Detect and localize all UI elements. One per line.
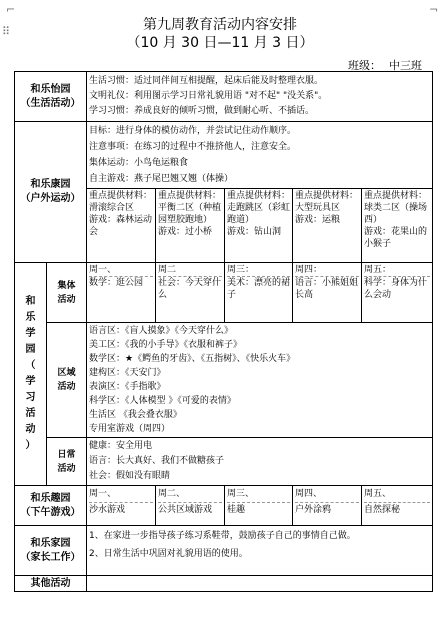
life-label: 和乐怡园 （生活活动） <box>15 72 87 122</box>
other-content[interactable] <box>87 576 433 592</box>
daily-activity-label: 日常 活动 <box>47 438 87 486</box>
area-line: 专用室游戏（周四） <box>89 424 171 434</box>
area-line: 语言区：《盲人摸象》《今天穿什么》 <box>89 326 234 336</box>
class-label: 班级： <box>348 59 381 72</box>
interest-day-cell: 周三、 桂趣 <box>225 486 293 526</box>
row-other <box>15 576 433 592</box>
daily-line: 社会：假如没有眼睛 <box>89 471 171 481</box>
outdoor-line: 目标：进行身体的模仿动作，并尝试记住动作顺序。 <box>89 126 297 136</box>
group-day-cell: 周五： 科学：身体为什么会动 <box>362 263 433 323</box>
outdoor-cell: 重点提供材料：球类二区（操场西） 游戏：花果山的小猴子 <box>362 189 433 263</box>
interest-day-cell: 周四、 户外涂鸦 <box>293 486 362 526</box>
date-range: （10 月 30 日—11 月 3 日） <box>126 35 314 51</box>
area-line: 表演区：《手指歌》 <box>89 382 166 392</box>
row-learning-group <box>15 263 433 323</box>
group-day-cell: 周一、 数学：逛公园 <box>87 263 156 323</box>
area-line: 美工区：《我的小手导》《衣服和裤子》 <box>89 340 243 350</box>
schedule-table <box>14 71 433 592</box>
family-content <box>87 526 433 576</box>
class-value: 中三班 <box>389 59 422 72</box>
outdoor-cell: 重点提供材料：大型玩具区 游戏：运粮 <box>293 189 362 263</box>
family-label: 和乐家园 （家长工作） <box>15 526 87 576</box>
learning-label: 和 乐 学 园 （ 学 习 活 动 ） <box>15 263 47 486</box>
outdoor-line: 集体运动：小鸟龟运粮食 <box>89 158 189 168</box>
area-line: 建构区：《天安门》 <box>89 368 166 378</box>
interest-day-cell: 周五、 自然探秘 <box>362 486 433 526</box>
outdoor-label: 和乐康园 （户外运动） <box>15 122 87 263</box>
page-corner-mark-right: ¬ <box>429 3 439 16</box>
area-activity-label: 区域 活动 <box>47 323 87 438</box>
document-title: 第九周教育活动内容安排 <box>143 17 297 33</box>
row-learning-daily <box>15 438 433 486</box>
interest-day-cell: 周二、 公共区域游戏 <box>156 486 225 526</box>
group-day-cell: 周二 社会：今天穿什么 <box>156 263 225 323</box>
outdoor-cell: 重点提供材料：走跑跳区（彩虹跑道） 游戏：钻山洞 <box>225 189 293 263</box>
group-day-cell: 周三： 美术：漂亮的裙子 <box>225 263 293 323</box>
family-line: 2、日常生活中巩固对礼貌用语的使用。 <box>89 549 248 559</box>
life-line: 文明礼仪：利用图示学习日常礼貌用语 "对不起" "没关系"。 <box>89 91 328 101</box>
page-corner-mark-left-drag[interactable]: ⠿ <box>2 25 11 38</box>
row-outdoor <box>15 122 433 189</box>
daily-content <box>87 438 433 486</box>
outdoor-cell: 重点提供材料：滑滚综合区 游戏：森林运动会 <box>87 189 156 263</box>
daily-line: 健康：安全用电 <box>89 441 153 451</box>
life-content <box>87 72 433 122</box>
life-line: 生活习惯：适过同伴间互相提醒，起床后能及时整理衣服。 <box>89 76 324 86</box>
daily-line: 语言：长大真好、我们不做糖孩子 <box>89 456 225 466</box>
outdoor-line: 注意事项：在练习的过程中不推挤他人，注意安全。 <box>89 142 297 152</box>
interest-day-cell: 周一、 沙水游戏 <box>87 486 156 526</box>
outdoor-line: 自主游戏：燕子尾巴翘又翘（体操） <box>89 174 234 184</box>
life-line: 学习习惯：养成良好的倾听习惯，做到耐心听、不插话。 <box>89 106 315 116</box>
other-label: 其他活动 <box>15 576 87 592</box>
area-line: 数学区：★《鳄鱼的牙齿》、《五指树》、《快乐火车》 <box>89 354 296 364</box>
area-content <box>87 323 433 438</box>
group-activity-label: 集体 活动 <box>47 263 87 323</box>
row-interest <box>15 486 433 526</box>
family-line: 1、在家进一步指导孩子练习系鞋带，鼓励孩子自己的事情自己做。 <box>89 531 356 541</box>
outdoor-content <box>87 122 433 189</box>
interest-label: 和乐趣园 （下午游戏） <box>15 486 87 526</box>
page-corner-mark-left: ⌐ <box>6 3 16 16</box>
area-line: 科学区：《人体模型 》《可爱的表情》 <box>89 396 236 406</box>
row-family <box>15 526 433 576</box>
outdoor-cell: 重点提供材料：平衡二区（种植园塑胶跑地） 游戏：过小桥 <box>156 189 225 263</box>
area-line: 生活区 《我会叠衣服》 <box>89 410 182 420</box>
row-life <box>15 72 433 122</box>
row-learning-area <box>15 323 433 438</box>
group-day-cell: 周四： 语言：小熊姐姐长高 <box>293 263 362 323</box>
